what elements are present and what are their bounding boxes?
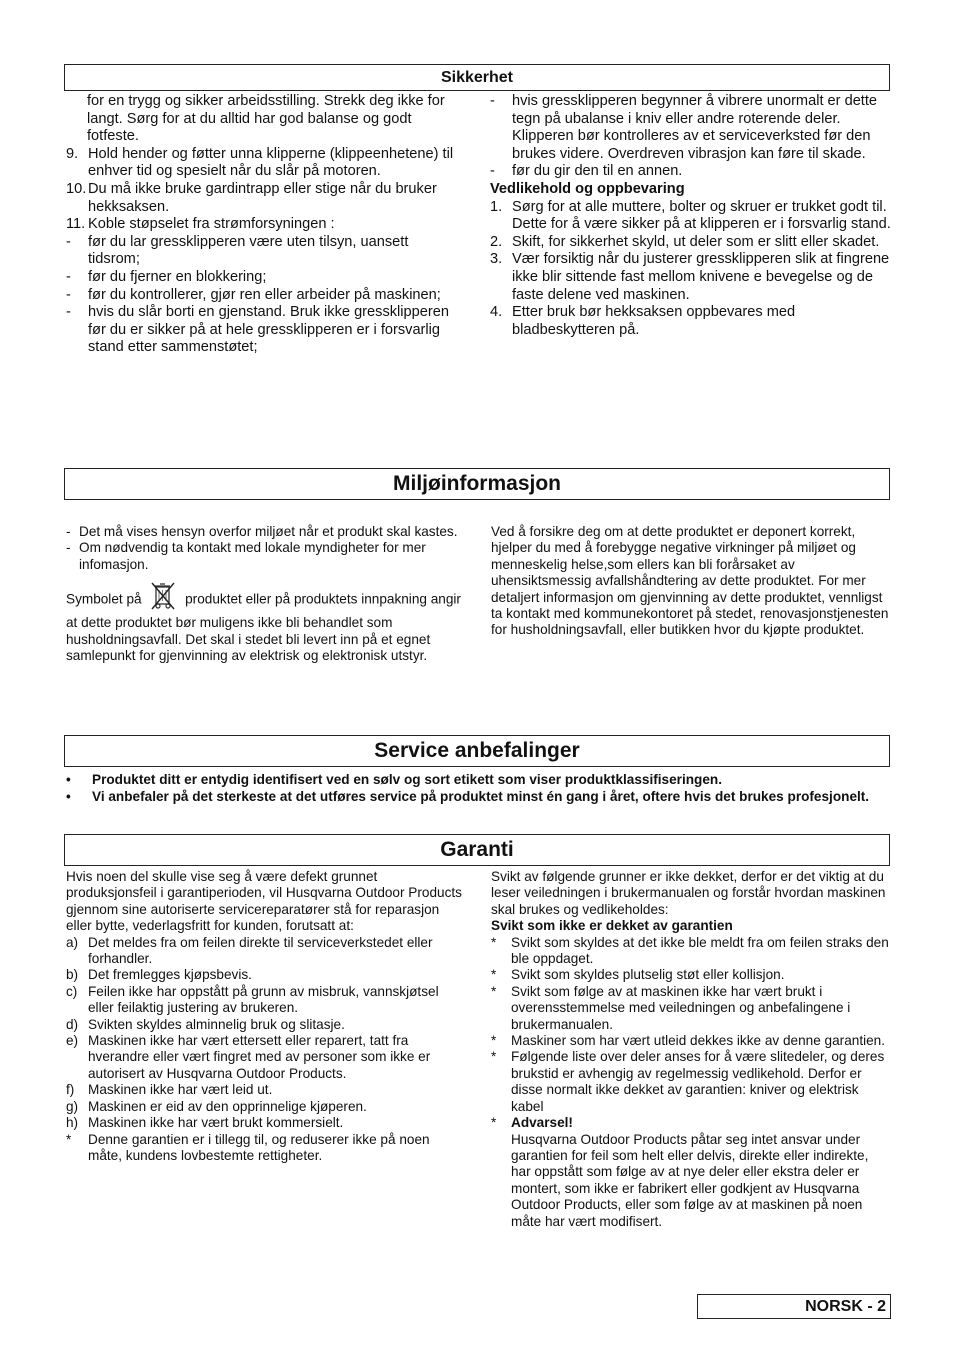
warranty-condition-item: [66, 1099, 466, 1115]
warranty-exclusion-item-marker: *: [491, 1049, 497, 1065]
symbol-text-before: Symbolet på: [66, 591, 142, 607]
warranty-exclusion-item-text: Maskiner som har vært utleid dekkes ikke av denne garantien.: [511, 1033, 886, 1049]
environment-list-item-text: Om nødvendig ta kontakt med lokale myndigheter for mer infomasjon.: [79, 540, 426, 572]
safety-list-item-text: før du gir den til en annen.: [512, 163, 683, 180]
warning-text: Husqvarna Outdoor Products påtar seg intet ansvar under garantien for feil som helt eller delvis, direkte eller indirekte, har oppstått som følge av at nye deler eller ekstra deler er montert, som ikke er fabrikert eller godkjent av Husqvarna Outdoor Products, eller som følge av at maskinen på noen måte har vært modifisert.: [511, 1131, 869, 1229]
safety-list-item-text: Du må ikke bruke gardintrapp eller stige når du bruker hekksaksen.: [88, 180, 437, 215]
miljo-left-list: [66, 524, 466, 573]
sikkerhet-intro-text: for en trygg og sikker arbeidsstilling. Strekk deg ikke for langt. Sørg for at du alltid har god balanse og godt fotfeste.: [87, 93, 445, 145]
garanti-not-covered-heading: Svikt som ikke er dekket av garantien: [491, 918, 733, 934]
warranty-exclusion-item-text: Svikt som følge av at maskinen ikke har vært brukt i overensstemmelse med veiledningen og anbefalingene i brukermanualen.: [511, 983, 851, 1032]
warranty-condition-item-text: Det fremlegges kjøpsbevis.: [88, 967, 252, 983]
maintenance-list-item: [490, 199, 892, 234]
safety-list-item-marker: -: [66, 233, 71, 250]
service-bullet-item-text: Produktet ditt er entydig identifisert ved en sølv og sort etikett som viser produktklassifiseringen.: [92, 772, 722, 787]
safety-list-item-text: før du kontrollerer, gjør ren eller arbeider på maskinen;: [88, 286, 441, 303]
warranty-exclusion-item: [491, 935, 891, 968]
warranty-condition-item-marker: b): [66, 967, 79, 983]
maintenance-heading: Vedlikehold og oppbevaring: [490, 180, 685, 197]
maintenance-list-item-text: Etter bruk bør hekksaksen oppbevares med bladbeskytteren på.: [512, 304, 796, 338]
maintenance-list-item-text: Vær forsiktig når du justerer gressklipperen slik at fingrene ikke blir sittende fast mellom knivene e bevegelse og de faste delene ved maskinen.: [512, 251, 890, 303]
environment-list-item-text: Det må vises hensyn overfor miljøet når et produkt skal kastes.: [79, 524, 458, 539]
warranty-exclusion-item: [491, 1049, 891, 1115]
safety-list-item: [66, 304, 460, 357]
warranty-condition-item-marker: a): [66, 934, 79, 950]
safety-list-item-marker: 10.: [66, 180, 87, 197]
warranty-condition-item: [66, 984, 466, 1017]
warranty-condition-item: [66, 1082, 466, 1098]
safety-list-item-marker: 9.: [66, 145, 79, 162]
garanti-left-column: [66, 869, 466, 1164]
warranty-condition-item: [66, 1033, 466, 1082]
warranty-condition-item: [66, 967, 466, 983]
maintenance-list: [490, 199, 892, 340]
maintenance-list-item-marker: 1.: [490, 198, 503, 215]
section-title-sikkerhet: Sikkerhet: [440, 69, 514, 86]
symbol-text-after: produktet eller på produktets innpakning angir at dette produktet bør muligens ikke bli behandlet som husholdningsavfall. Det skal i stedet bli levert inn på et egnet samlepunkt for gjenvinning av elektrisk og elektronisk utstyr.: [66, 591, 461, 664]
warranty-condition-item-marker: g): [66, 1098, 79, 1114]
miljo-right-text: Ved å forsikre deg om at dette produktet er deponert korrekt, hjelper du med å forebygge negative virkninger på miljøet og menneskelig helse,som ellers kan bli forårsaket av uhensiktsmessig avfallshåndtering av dette produktet. For mer detaljert informasjon om gjenvinning av dette produktet, vennligst ta kontakt med kommunekontoret på stedet, renovasjonstjenesten for husholdningsavfall, eller butikken hvor du kjøpte produktet.: [491, 524, 889, 638]
warranty-exclusion-item: [491, 1033, 891, 1049]
section-title-miljo: Miljøinformasjon: [393, 472, 561, 495]
miljo-right-column: [491, 524, 891, 639]
environment-list-item-marker: -: [66, 524, 71, 539]
warranty-condition-item-marker: f): [66, 1082, 75, 1098]
warranty-condition-item-text: Svikten skyldes alminnelig bruk og slitasje.: [88, 1016, 345, 1032]
warranty-condition-item-text: Maskinen er eid av den opprinnelige kjøperen.: [88, 1098, 367, 1114]
garanti-right-intro: Svikt av følgende grunner er ikke dekket, derfor er det viktig at du leser veiledningen i brukermanualen og forstår hvordan maskinen skal brukes og vedlikeholdes:: [491, 869, 886, 917]
environment-list-item: [66, 540, 466, 573]
service-bullet-list: [66, 772, 890, 805]
safety-list-item-marker: 11.: [66, 216, 86, 233]
service-bullet-item: [66, 772, 890, 789]
safety-list-item-marker: -: [66, 304, 71, 321]
warranty-condition-item: [66, 1115, 466, 1131]
environment-list-item: [66, 524, 466, 540]
safety-list-item: [66, 181, 460, 216]
section-header-garanti: [64, 834, 890, 866]
garanti-conditions-list: [66, 935, 466, 1165]
section-header-service: [64, 735, 890, 767]
safety-list-item: [66, 287, 460, 305]
page-footer-label: [697, 1294, 891, 1319]
warranty-condition-item-text: Feilen ikke har oppstått på grunn av misbruk, vannskjøtsel eller feilaktig justering av brukeren.: [88, 983, 439, 1016]
warranty-condition-item: [66, 935, 466, 968]
safety-list-item-text: før du fjerner en blokkering;: [88, 268, 267, 285]
warranty-exclusion-item-text: Svikt som skyldes at det ikke ble meldt fra om feilen straks den ble oppdaget.: [511, 934, 889, 967]
service-bullet-item: [66, 789, 890, 806]
safety-list-item-marker: -: [490, 163, 495, 180]
warranty-condition-item-marker: d): [66, 1016, 79, 1032]
warranty-exclusion-item: [491, 967, 891, 983]
safety-list-item-text: Koble støpselet fra strømforsyningen :: [88, 216, 335, 233]
sikkerhet-left-column: [66, 93, 460, 357]
sikkerhet-left-list: [66, 146, 460, 357]
safety-list-item-marker: -: [66, 286, 71, 303]
maintenance-list-item: [490, 234, 892, 252]
service-bullet-item-marker: •: [66, 788, 71, 804]
warranty-condition-item-marker: e): [66, 1033, 79, 1049]
environment-list-item-marker: -: [66, 540, 71, 556]
warranty-condition-item: [66, 1132, 466, 1165]
safety-list-item-text: hvis gressklipperen begynner å vibrere unormalt er dette tegn på ubalanse i kniv eller andre roterende deler. Klipperen bør kontrolleres av et serviceverksted før den brukes videre. Overdreven vibrasjon kan føre til skade.: [512, 93, 878, 162]
page-number: NORSK - 2: [805, 1298, 886, 1315]
safety-list-item-marker: -: [490, 93, 495, 109]
warning-title: Advarsel!: [511, 1115, 573, 1131]
service-bullet-item-marker: •: [66, 772, 71, 787]
maintenance-list-item-text: Skift, for sikkerhet skyld, ut deler som er slitt eller skadet.: [512, 233, 880, 250]
warranty-condition-item-marker: *: [66, 1131, 72, 1147]
safety-list-item-marker: -: [66, 268, 71, 285]
warranty-condition-item-marker: h): [66, 1115, 79, 1131]
maintenance-list-item-text: Sørg for at alle muttere, bolter og skruer er trukket godt til. Dette for å være sikker på at klipperen er i forsvarlig stand.: [512, 198, 891, 233]
warranty-condition-item-text: Maskinen ikke har vært ettersett eller reparert, tatt fra hverandre eller vært fingret med av personer som ikke er autorisert av Husqvarna Outdoor Products.: [88, 1033, 431, 1081]
warranty-condition-item-text: Denne garantien er i tillegg til, og reduserer ikke på noen måte, kundens lovbestemte rettigheter.: [88, 1131, 430, 1163]
warning-marker: *: [491, 1115, 497, 1131]
section-header-sikkerhet: [64, 64, 890, 91]
maintenance-list-item: [490, 251, 892, 304]
maintenance-list-item: [490, 304, 892, 339]
warranty-exclusion-item-marker: *: [491, 1033, 497, 1049]
warranty-condition-item: [66, 1017, 466, 1033]
warranty-exclusion-item-marker: *: [491, 983, 497, 999]
warranty-condition-item-text: Maskinen ikke har vært brukt kommersielt.: [88, 1115, 344, 1131]
warranty-condition-item-text: Maskinen ikke har vært leid ut.: [88, 1082, 273, 1098]
safety-list-item: [66, 216, 460, 234]
warranty-exclusion-item-text: Svikt som skyldes plutselig støt eller kollisjon.: [511, 967, 785, 983]
warranty-exclusion-item: [491, 984, 891, 1033]
warranty-condition-item-text: Det meldes fra om feilen direkte til serviceverkstedet eller forhandler.: [88, 934, 433, 967]
safety-list-item-text: Hold hender og føtter unna klipperne (klippeenhetene) til enhver tid og spesielt når du slår på motoren.: [88, 145, 454, 180]
miljo-left-column: [66, 524, 466, 664]
safety-list-item: [490, 163, 892, 181]
safety-list-item: [66, 146, 460, 181]
safety-list-item: [66, 234, 460, 269]
warranty-condition-item-marker: c): [66, 983, 78, 999]
service-bullet-item-text: Vi anbefaler på det sterkeste at det utføres service på produktet minst én gang i året, oftere hvis det brukes profesjonelt.: [92, 788, 870, 804]
garanti-intro-text: Hvis noen del skulle vise seg å være defekt grunnet produksjonsfeil i garantiperioden, vil Husqvarna Outdoor Products gjennom sine autoriserte servicereparatører stå for reparasjon eller bytte, vederlagsfritt for kunden, forutsatt at:: [66, 869, 462, 934]
section-title-garanti: Garanti: [440, 838, 514, 861]
warranty-exclusion-item-marker: *: [491, 934, 497, 950]
maintenance-list-item-marker: 4.: [490, 304, 503, 321]
section-header-miljo: [64, 468, 890, 500]
safety-list-item: [490, 93, 892, 163]
section-title-service: Service anbefalinger: [374, 739, 580, 762]
maintenance-list-item-marker: 3.: [490, 251, 503, 268]
warning-item: [491, 1115, 891, 1230]
garanti-right-column: [491, 869, 891, 1230]
safety-list-item-text: før du lar gressklipperen være uten tilsyn, uansett tidsrom;: [88, 233, 409, 268]
safety-list-item-text: hvis du slår borti en gjenstand. Bruk ikke gressklipperen før du er sikker på at hele gressklipperen er i forsvarlig stand etter sammenstøtet;: [88, 304, 449, 356]
maintenance-list-item-marker: 2.: [490, 233, 503, 250]
garanti-not-covered-list: [491, 935, 891, 1115]
warranty-exclusion-item-text: Følgende liste over deler anses for å være slitedeler, og deres brukstid er avhengig av regelmessig vedlikehold. Derfor er disse normalt ikke dekket av garantien: kniver og elektrisk kabel: [511, 1049, 885, 1114]
warranty-exclusion-item-marker: *: [491, 967, 497, 983]
sikkerhet-right-list: [490, 93, 892, 181]
crossed-out-wheelie-bin-icon: [149, 581, 177, 611]
safety-list-item: [66, 269, 460, 287]
miljo-symbol-paragraph: [66, 585, 466, 664]
sikkerhet-right-column: [490, 93, 892, 339]
